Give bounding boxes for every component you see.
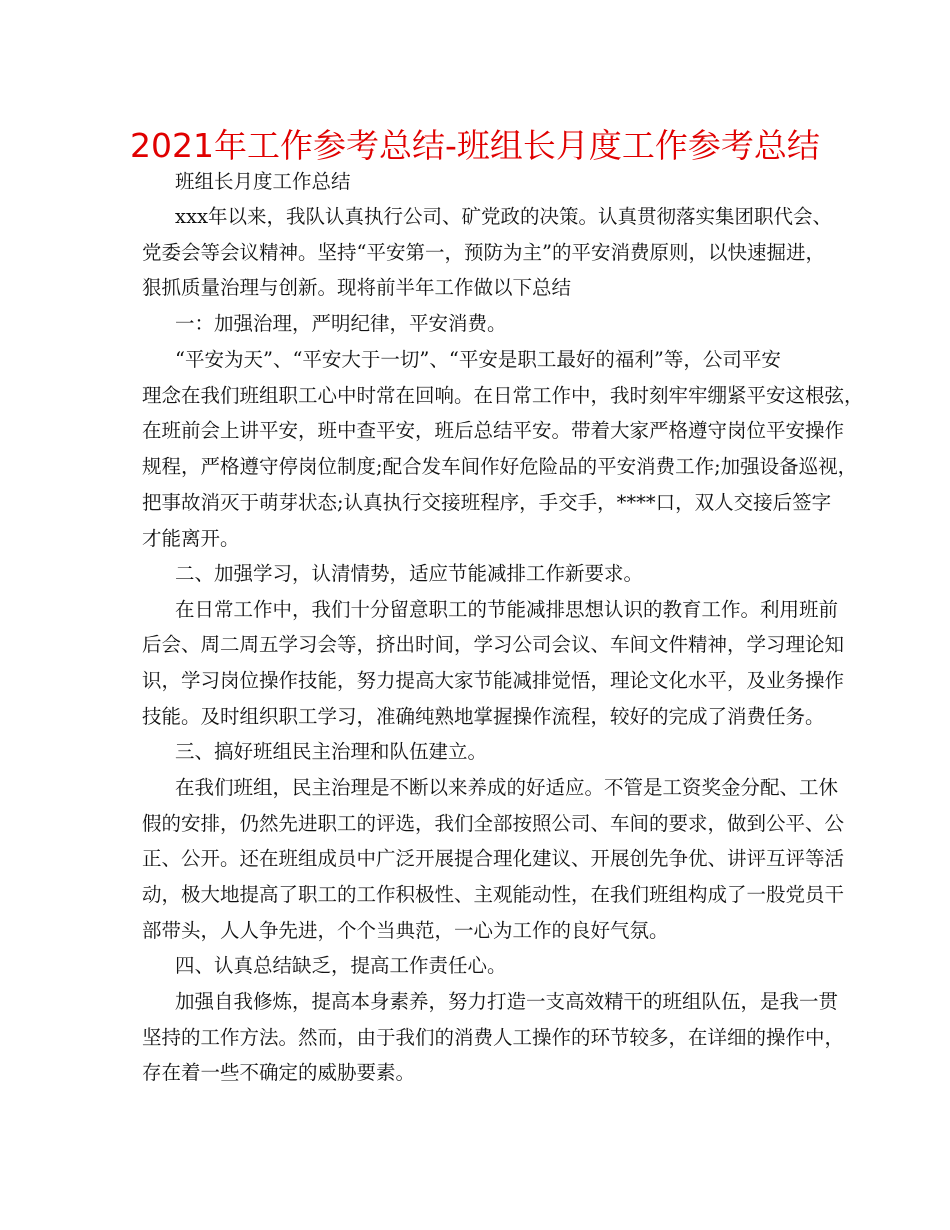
paragraph-safety-line: 在班前会上讲平安，班中查平安，班后总结平安。带着大家严格遵守岗位平安操作	[142, 419, 845, 442]
section-heading-1: 一：加强治理，严明纪律，平安消费。	[175, 312, 507, 335]
paragraph-intro-line: xxx年以来，我队认真执行公司、矿党政的决策。认真贯彻落实集团职代会、	[175, 205, 832, 228]
section-heading-4: 四、认真总结缺乏，提高工作责任心。	[175, 954, 507, 977]
paragraph-responsibility-line: 存在着一些不确定的威胁要素。	[142, 1061, 416, 1084]
paragraph-democracy-line: 在我们班组，民主治理是不断以来养成的好适应。不管是工资奖金分配、工休	[175, 776, 839, 799]
section-heading-3: 三、搞好班组民主治理和队伍建立。	[175, 740, 488, 763]
paragraph-safety-line: “平安为天”、“平安大于一切”、“平安是职工最好的福利”等，公司平安	[175, 348, 781, 371]
paragraph-responsibility-line: 坚持的工作方法。然而，由于我们的消费人工操作的环节较多，在详细的操作中，	[142, 1026, 845, 1049]
paragraph-study-line: 识，学习岗位操作技能，努力提高大家节能减排觉悟，理论文化水平，及业务操作	[142, 669, 845, 692]
paragraph-safety-line: 才能离开。	[142, 527, 240, 550]
paragraph-study-line: 技能。及时组织职工学习，准确纯熟地掌握操作流程，较好的完成了消费任务。	[142, 705, 825, 728]
paragraph-subtitle: 班组长月度工作总结	[175, 170, 351, 193]
document-title: 2021年工作参考总结-班组长月度工作参考总结	[130, 126, 820, 165]
paragraph-study-line: 在日常工作中，我们十分留意职工的节能减排思想认识的教育工作。利用班前	[175, 598, 839, 621]
paragraph-democracy-line: 动，极大地提高了职工的工作积极性、主观能动性，在我们班组构成了一股党员干	[142, 883, 845, 906]
paragraph-safety-line: 理念在我们班组职工心中时常在回响。在日常工作中，我时刻牢牢绷紧平安这根弦，	[142, 384, 864, 407]
paragraph-safety-line: 规程，严格遵守停岗位制度;配合发车间作好危险品的平安消费工作;加强设备巡视，	[142, 455, 858, 478]
paragraph-democracy-line: 正、公开。还在班组成员中广泛开展提合理化建议、开展创先争优、讲评互评等活	[142, 847, 845, 870]
paragraph-democracy-line: 假的安排，仍然先进职工的评选，我们全部按照公司、车间的要求，做到公平、公	[142, 812, 845, 835]
paragraph-intro-line: 党委会等会议精神。坚持“平安第一，预防为主”的平安消费原则，以快速掘进，	[142, 241, 825, 264]
section-heading-2: 二、加强学习，认清情势，适应节能减排工作新要求。	[175, 562, 644, 585]
paragraph-study-line: 后会、周二周五学习会等，挤出时间，学习公司会议、车间文件精神，学习理论知	[142, 633, 845, 656]
paragraph-safety-line: 把事故消灭于萌芽状态;认真执行交接班程序，手交手，****口，双人交接后签字	[142, 491, 832, 514]
paragraph-intro-line: 狠抓质量治理与创新。现将前半年工作做以下总结	[142, 276, 572, 299]
paragraph-democracy-line: 部带头，人人争先进，个个当典范，一心为工作的良好气氛。	[142, 919, 669, 942]
paragraph-responsibility-line: 加强自我修炼，提高本身素养，努力打造一支高效精干的班组队伍，是我一贯	[175, 990, 839, 1013]
